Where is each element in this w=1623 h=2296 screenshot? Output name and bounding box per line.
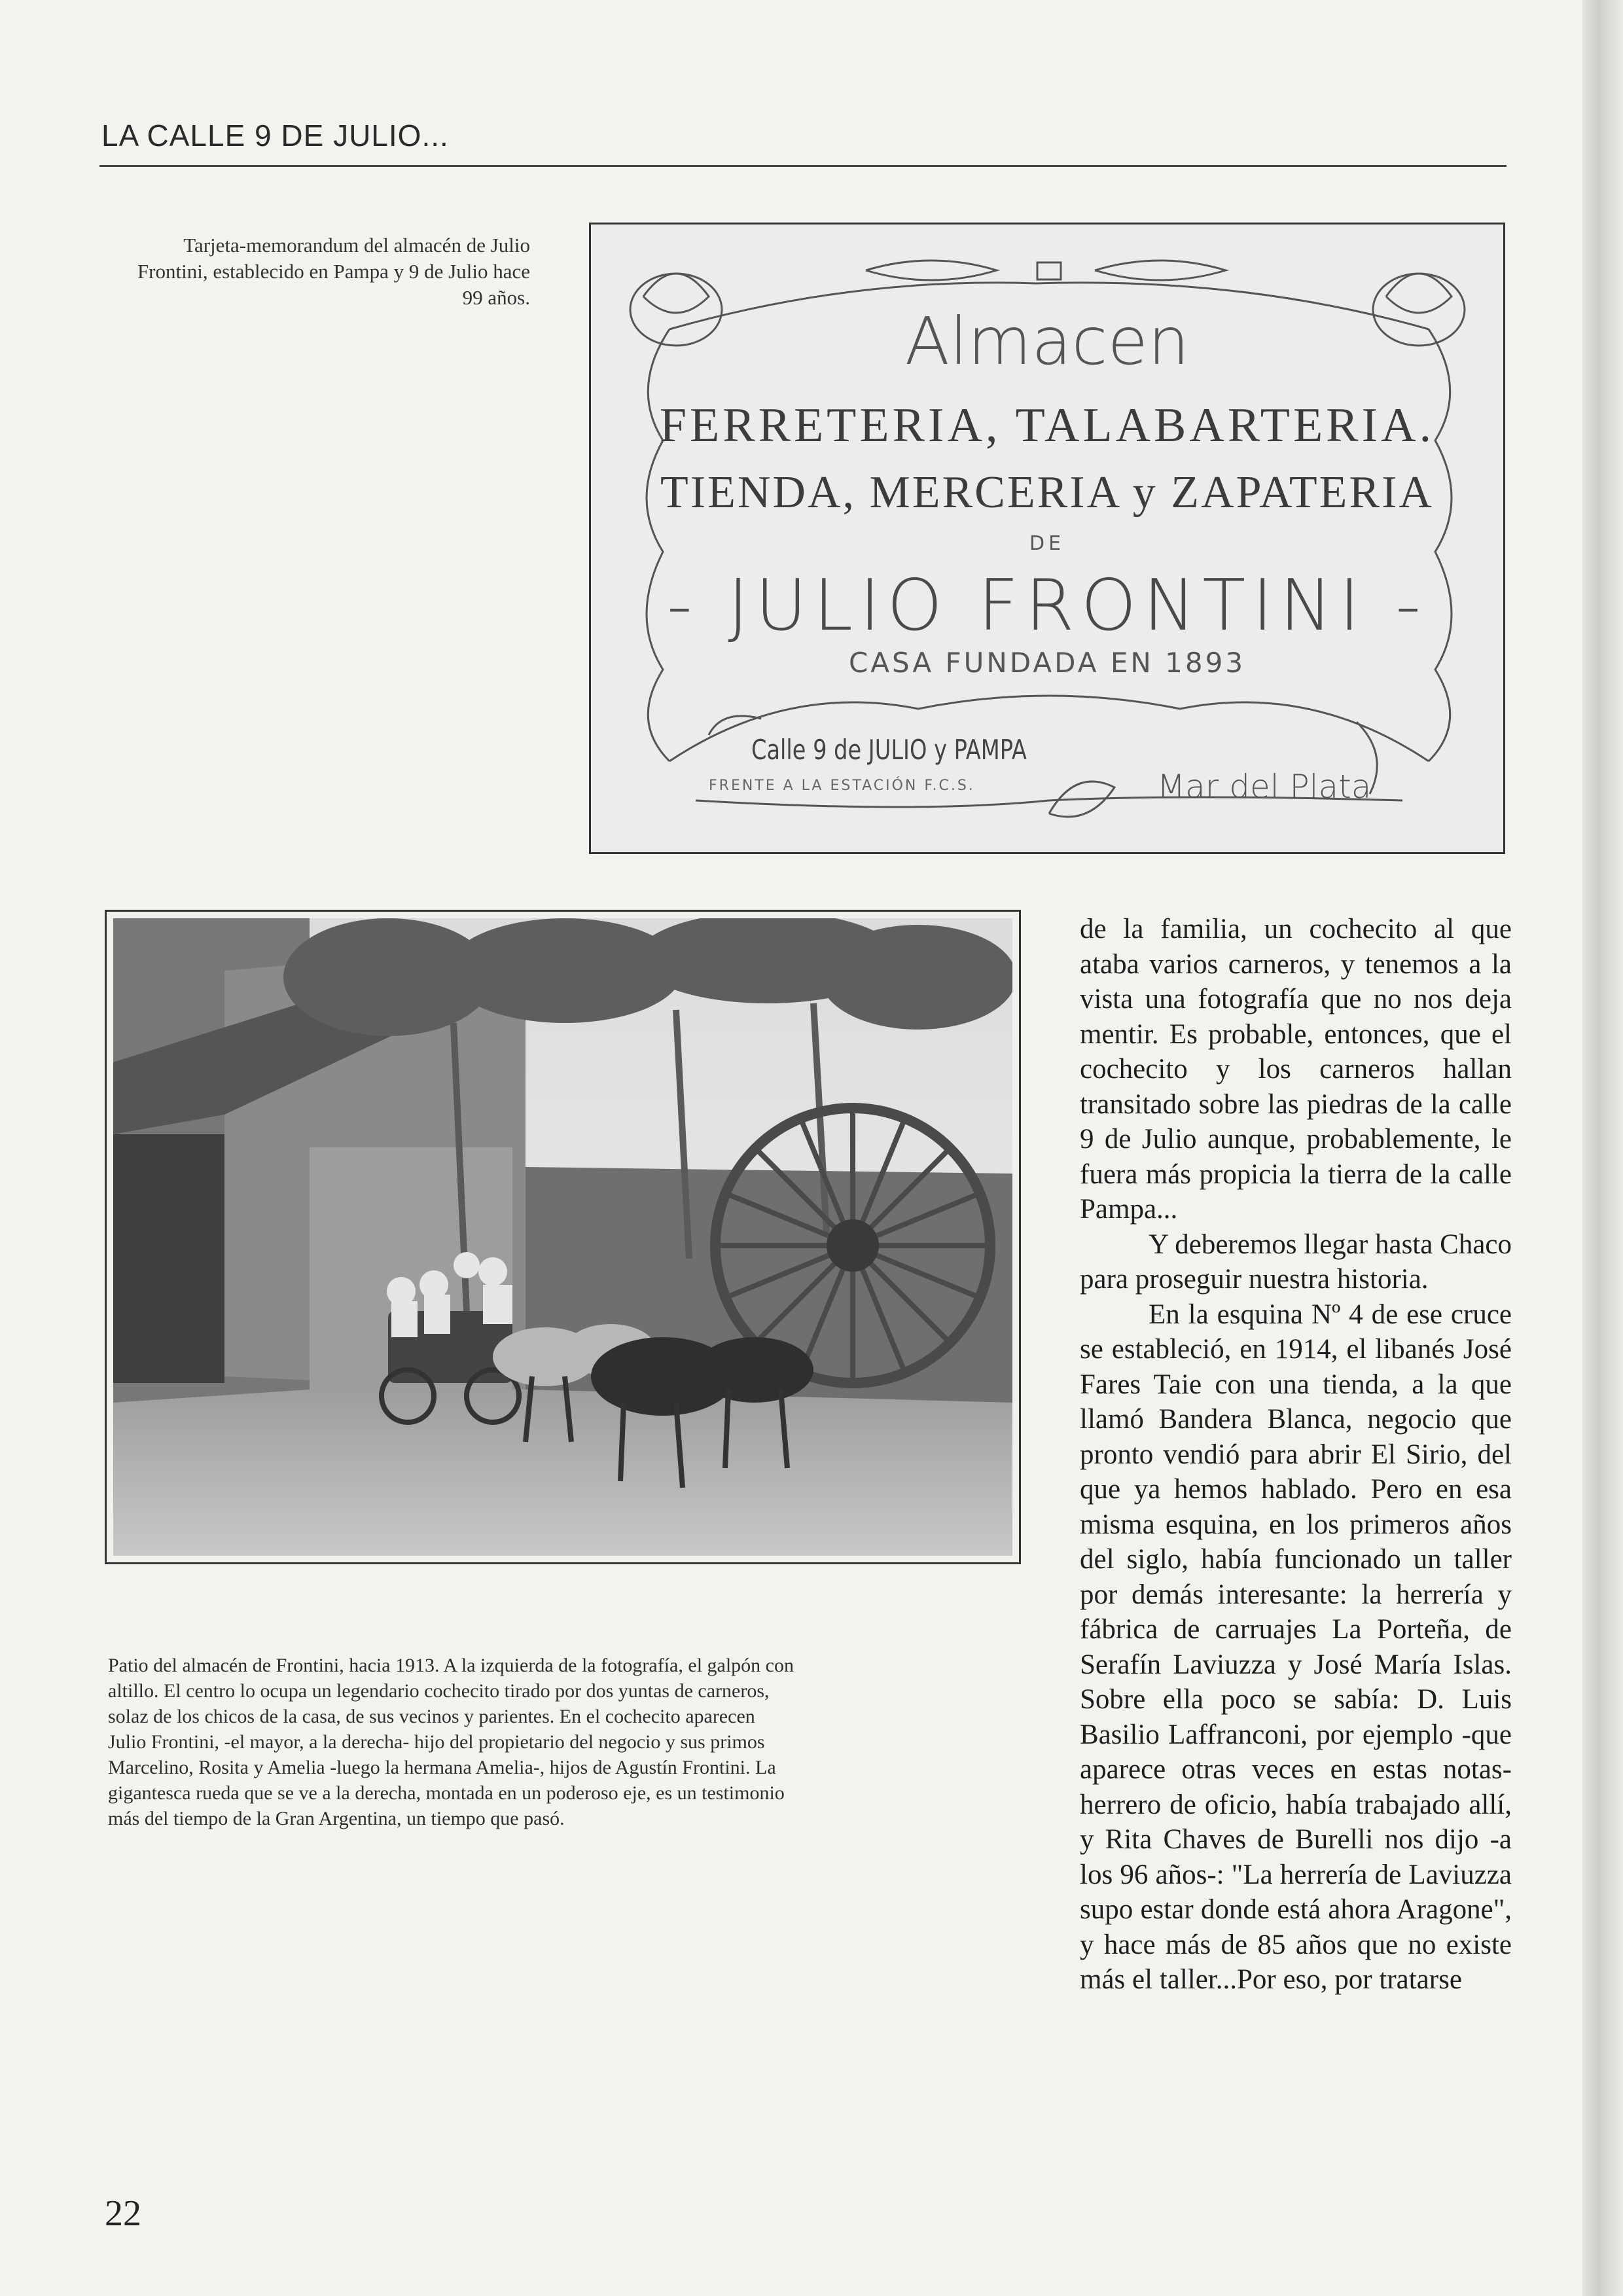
header-rule: [99, 165, 1507, 167]
card-caption: Tarjeta-memorandum del almacén de Julio Frontini, establecido en Pampa y 9 de Julio hace 99 años.: [137, 234, 530, 309]
card-almacen-title: Almacen: [904, 303, 1190, 380]
body-paragraph-3: En la esquina Nº 4 de ese cruce se estableció, en 1914, el libanés José Fares Taie con una tienda, a la que llamó Bandera Blanca, negocio que pronto vendió para abrir El Sirio, del que ya hemos hablado. Pero en esa misma esquina, en los primeros años del siglo, había funcionado un taller por demás interesante: la herrería y fábrica de carruajes La Porteña, de Serafín Laviuzza y José María Islas. Sobre ella poco se sabía: D. Luis Basilio Laffranconi, por ejemplo -que aparece otras veces en estas notas- herrero de oficio, había trabajado allí, y Rita Chaves de Burelli nos dijo -a los 96 años-: "La herrería de Laviuzza supo estar donde está ahora Aragone", y hace más de 85 años que no existe más el taller...Por eso, por tratarse: [1080, 1299, 1512, 1995]
page-number: 22: [105, 2193, 141, 2234]
page-edge: [1582, 0, 1623, 2296]
photo-caption: Patio del almacén de Frontini, hacia 1913. A la izquierda de la fotografía, el galpón con altillo. El centro lo ocupa un legendario cochecito tirado por dos yuntas de carneros, solaz de los chicos de la casa, de sus vecinos y parientes. En el cochecito aparecen Julio Frontini, -el mayor, a la derecha- hijo del propietario del negocio y sus primos Marcelino, Rosita y Amelia -luego la hermana Amelia-, hijos de Agustín Frontini. La gigantesca rueda que se ve a la derecha, montada en un poderoso eje, es un testimonio más del tiempo de la Gran Argentina, un tiempo que pasó.: [108, 1655, 794, 1829]
card-owner-name: - JULIO FRONTINI -: [666, 565, 1428, 647]
card-business-line-2: TIENDA, MERCERIA y ZAPATERIA: [660, 467, 1434, 518]
article-body: [1080, 912, 1512, 1998]
card-address: Calle 9 de JULIO y PAMPA: [751, 734, 1027, 766]
card-business-line-1: FERRETERIA, TALABARTERIA.: [659, 399, 1435, 452]
card-de: DE: [1029, 532, 1065, 555]
yard-photo-image: [113, 918, 1012, 1556]
card-station-note: FRENTE A LA ESTACIÓN F.C.S.: [709, 778, 975, 794]
body-paragraph-1: de la familia, un cochecito al que ataba varios carneros, y tenemos a la vista una fotografía que no nos deja mentir. Es probable, entonces, que el cochecito y los carneros hallan transitado sobre las piedras de la calle 9 de Julio aunque, probablemente, le fuera más propicia la tierra de la calle Pampa...: [1080, 914, 1512, 1225]
historic-photo: [105, 910, 1021, 1564]
card-city: Mar del Plata: [1157, 768, 1372, 806]
card-founded: CASA FUNDADA EN 1893: [848, 647, 1246, 679]
memorandum-card: [589, 223, 1505, 854]
body-paragraph-2: Y deberemos llegar hasta Chaco para proseguir nuestra historia.: [1080, 1229, 1512, 1295]
running-header: LA CALLE 9 DE JULIO...: [101, 118, 449, 152]
